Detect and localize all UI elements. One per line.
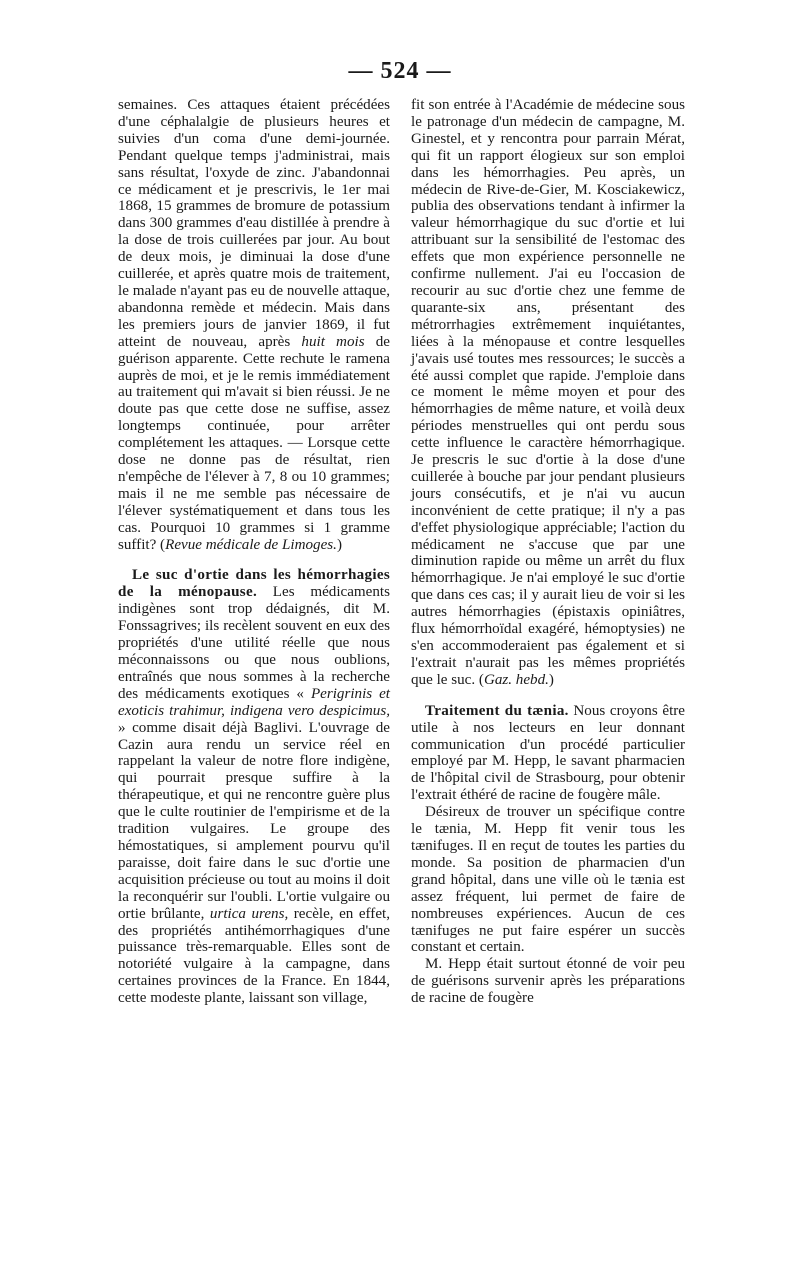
section-heading-taenia: Traitement du tænia. <box>425 702 569 719</box>
paragraph-taenia: Traitement du tænia. Nous croyons être utile à nos lecteurs en leur donnant communication d'un procédé particulier employé par M. Hepp, le savant pharmacien de l'hôpital civil de Strasbourg, pour obtenir l'extrait éthéré de racine de fougère mâle. <box>411 702 685 804</box>
paragraph-hepp-observation: M. Hepp était surtout étonné de voir peu de guérisons survenir après les préparations de racine de fougère <box>411 956 685 1007</box>
left-column <box>118 97 390 1007</box>
paragraph-nettle-juice: Le suc d'ortie dans les hémorrhagies de la ménopause. Les médicaments indigènes sont trop dédaignés, dit M. Fonssagrives; ils recèlent souvent en eux des propriétés d'une utilité réelle que nous méconnaissons ou que nous oublions, entraînés que nous sommes à la recherche des médicaments exotiques « Perigrinis et exoticis trahimur, indigena vero despicimus, » comme disait déjà Baglivi. L'ouvrage de Cazin aura rendu un service réel en rappelant la valeur de notre flore indigène, qui pourrait presque suffire à la thérapeutique, et qui ne rencontre guère plus que le culte routinier de l'empirisme et de la tradition vulgaires. Le groupe des hémostatiques, si amplement pourvu qu'il paraisse, doit faire dans le suc d'ortie une acquisition précieuse ou tout au moins il doit la reconquérir sur l'oubli. L'ortie vulgaire ou ortie brûlante, urtica urens, recèle, en effet, des propriétés antihémorrhagiques d'une puissance très-remarquable. Elles sont de notoriété vulgaire à la campagne, dans certaines provinces de la France. En 1844, cette modeste plante, laissant son village, <box>118 567 390 1007</box>
section-heading-nettle: Le suc d'ortie dans les hémorrhagies de la ménopause. <box>118 567 390 601</box>
paragraph-nettle-continued: fit son entrée à l'Académie de médecine sous le patronage d'un médecin de campagne, M. Ginestel, et y rencontra pour parrain Mérat, qui fit un rapport élogieux sur son emploi dans les hémorrhagies. Peu après, un médecin de Rive-de-Gier, M. Kosciakewicz, publia des observations tendant à infirmer la valeur hémorrhagique du suc d'ortie et lui attribuant sur la sensibilité de l'estomac des effets que mon expérience personnelle ne confirme nullement. J'ai eu l'occasion de recourir au suc d'ortie chez une femme de quarante-six ans, présentant des métrorrhagies extrêmement inquiétantes, liées à la ménopause et contre lesquelles j'avais usé toutes mes ressources; le succès a été aussi complet que rapide. J'emploie dans ce moment le même moyen et pour des hémorrhagies de même nature, et voilà deux périodes menstruelles qui ont perdu sous cette influence le caractère hémorrhagique. Je prescris le suc d'ortie à la dose d'une cuillerée à bouche par jour pendant plusieurs jours consécutifs, et je n'ai vu aucun inconvénient de cette pratique; il n'y a pas d'effet physiologique appréciable; l'action du médicament ne s'accuse que par une diminution rapide ou même un arrêt du flux hémorrhagique. Je n'ai employé le suc d'ortie que dans ces cas; il y aurait lieu de voir si les autres hémorrhagies (épistaxis opiniâtres, flux hémorrhoïdal exagéré, hémoptysies) ne s'en accommoderaient pas également et si l'extrait n'aurait pas les mêmes propriétés que le suc. (Gaz. hebd.) <box>411 97 685 688</box>
paragraph-epilepsy-case: semaines. Ces attaques étaient précédées d'une céphalalgie de plusieurs heures et suivies d'un coma d'une demi-journée. Pendant quelque temps j'administrai, mais sans résultat, l'oxyde de zinc. J'abandonnai ce médicament et je prescrivis, le 1er mai 1868, 15 grammes de bromure de potassium dans 300 grammes d'eau distillée à prendre à la dose de trois cuillerées par jour. Au bout de deux mois, je diminuai la dose d'une cuillerée, et après quatre mois de traitement, le malade n'ayant pas eu de nouvelle attaque, abandonna remède et médecin. Mais dans les premiers jours de janvier 1869, il fut atteint de nouveau, après huit mois de guérison apparente. Cette rechute le ramena auprès de moi, et je le remis immédiatement au traitement qui m'avait si bien réussi. Je ne doute pas que cette dose ne suffise, assez longtemps continuée, pour arrêter complétement les attaques. — Lorsque cette dose ne donne pas de résultat, rien n'empêche de l'élever à 7, 8 ou 10 grammes; mais il ne me semble pas nécessaire de l'élever systématiquement et dans tous les cas. Pourquoi 10 grammes si 1 gramme suffit? (Revue médicale de Limoges.) <box>118 97 390 553</box>
paragraph-hepp-search: Désireux de trouver un spécifique contre le tænia, M. Hepp fit venir tous les tænifuges. Il en reçut de toutes les parties du monde. Sa position de pharmacien d'un grand hôpital, dans une ville où le tænia est assez fréquent, lui permet de faire de nombreuses expériences. Aucun de ces tænifuges ne put faire espérer un succès constant et certain. <box>411 804 685 956</box>
page-number: — 524 — <box>348 58 452 84</box>
right-column <box>411 97 685 1007</box>
